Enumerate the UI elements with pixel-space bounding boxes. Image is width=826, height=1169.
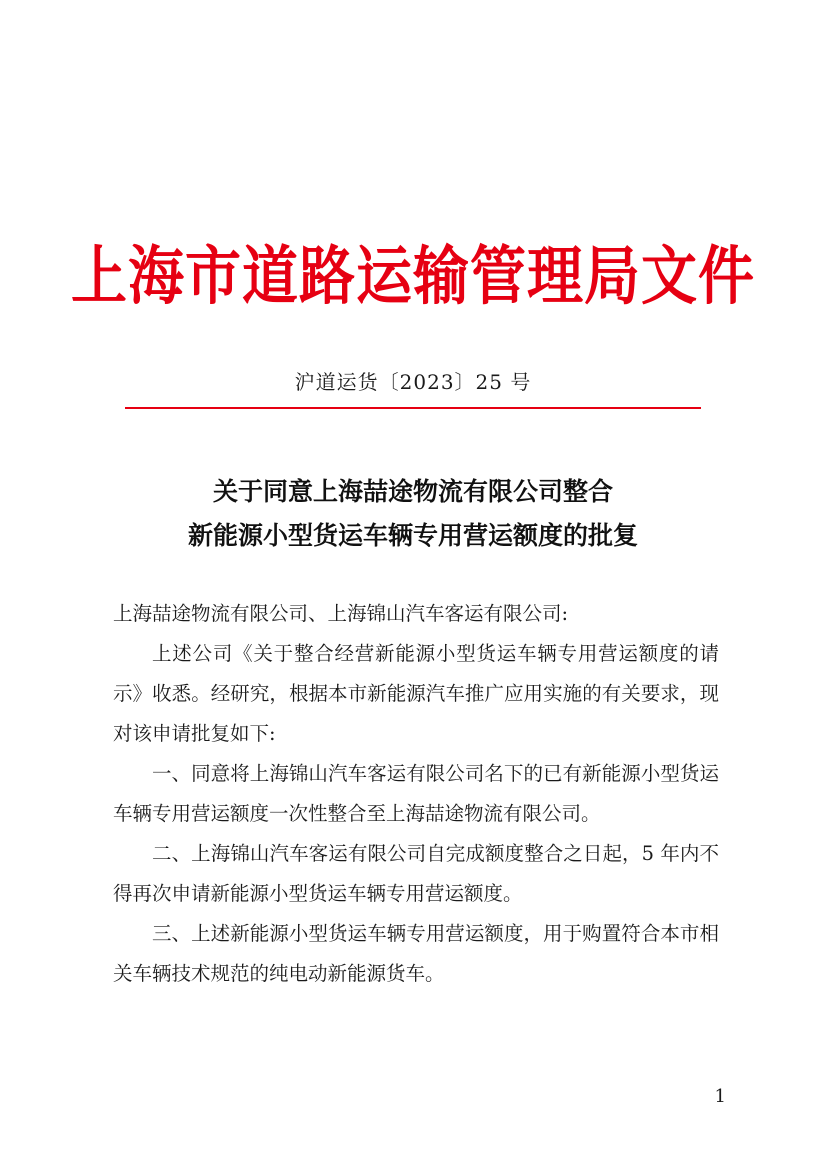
intro-paragraph: 上述公司《关于整合经营新能源小型货运车辆专用营运额度的请示》收悉。经研究，根据本市新能源汽车推广应用实施的有关要求，现对该申请批复如下: (113, 642, 719, 745)
document-number: 沪道运货〔2023〕25 号 (294, 370, 532, 394)
salutation: 上海喆途物流有限公司、上海锦山汽车客运有限公司: (113, 602, 569, 625)
issuer-header: 上海市道路运输管理局文件 (71, 238, 755, 314)
document-body (113, 594, 719, 994)
item-2-paragraph: 二、上海锦山汽车客运有限公司自完成额度整合之日起，5 年内不得再次申请新能源小型货运车辆专用营运额度。 (113, 842, 719, 905)
title-line-2: 新能源小型货运车辆专用营运额度的批复 (187, 521, 638, 550)
page-number: 1 (714, 1086, 726, 1107)
item-1-paragraph: 一、同意将上海锦山汽车客运有限公司名下的已有新能源小型货运车辆专用营运额度一次性整合至上海喆途物流有限公司。 (113, 762, 719, 825)
red-divider-line (125, 407, 701, 409)
document-title (0, 470, 826, 558)
item-3-paragraph: 三、上述新能源小型货运车辆专用营运额度，用于购置符合本市相关车辆技术规范的纯电动新能源货车。 (113, 922, 719, 985)
title-line-1: 关于同意上海喆途物流有限公司整合 (212, 477, 613, 506)
